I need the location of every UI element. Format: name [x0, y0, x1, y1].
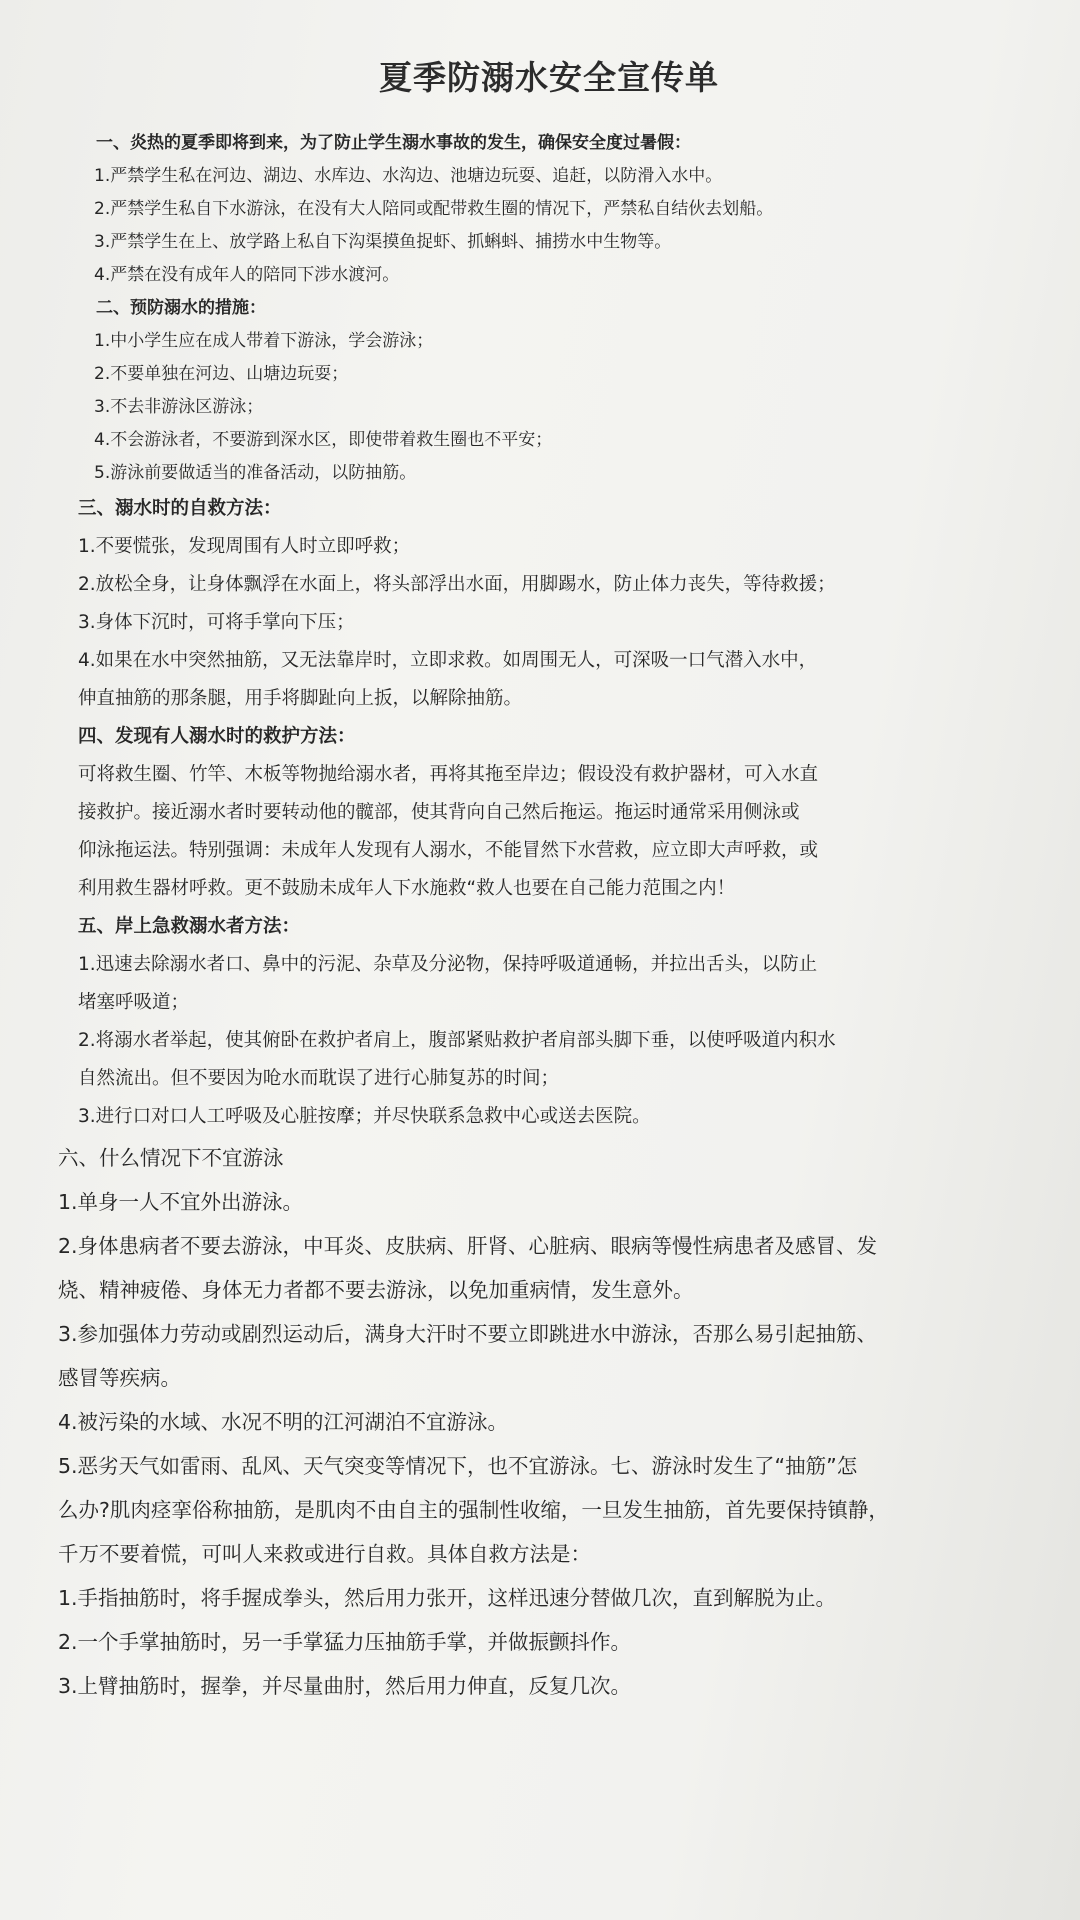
section-heading: 三、溺水时的自救方法： — [78, 498, 282, 519]
list-item: 3.严禁学生在上、放学路上私自下沟渠摸鱼捉虾、抓蝌蚪、捕捞水中生物等。 — [94, 232, 672, 252]
section-2 — [58, 292, 1040, 490]
list-item: 2.身体患病者不要去游泳，中耳炎、皮肤病、肝肾、心脏病、眼病等慢性病患者及感冒、发 — [58, 1234, 878, 1258]
list-item: 3.不去非游泳区游泳； — [94, 397, 264, 417]
list-item: 1.严禁学生私在河边、湖边、水库边、水沟边、池塘边玩耍、追赶，以防滑入水中。 — [94, 166, 723, 186]
list-item: 1.迅速去除溺水者口、鼻中的污泥、杂草及分泌物，保持呼吸道通畅，并拉出舌头，以防止 — [78, 954, 818, 975]
list-item: 么办?肌肉痉挛俗称抽筋，是肌肉不由自主的强制性收缩，一旦发生抽筋，首先要保持镇静， — [58, 1498, 889, 1522]
section-heading: 四、发现有人溺水时的救护方法： — [78, 726, 356, 747]
section-5 — [58, 908, 1040, 1136]
list-item: 4.严禁在没有成年人的陪同下涉水渡河。 — [94, 265, 400, 285]
section-3 — [58, 490, 1040, 718]
list-item: 千万不要着慌，可叫人来救或进行自救。具体自救方法是： — [58, 1542, 591, 1566]
list-item: 感冒等疾病。 — [58, 1366, 181, 1390]
section-1 — [58, 127, 1040, 292]
list-item: 3.上臂抽筋时，握拳，并尽量曲肘，然后用力伸直，反复几次。 — [58, 1674, 632, 1698]
paragraph-line: 接救护。接近溺水者时要转动他的髋部，使其背向自己然后拖运。拖运时通常采用侧泳或 — [78, 802, 800, 823]
list-item: 4.不会游泳者，不要游到深水区，即使带着救生圈也不平安； — [94, 430, 553, 450]
section-heading: 一、炎热的夏季即将到来，为了防止学生溺水事故的发生，确保安全度过暑假： — [96, 133, 691, 153]
section-heading: 二、预防溺水的措施： — [96, 298, 266, 318]
list-item: 4.如果在水中突然抽筋，又无法靠岸时，立即求救。如周围无人，可深吸一口气潜入水中， — [78, 650, 818, 671]
list-item: 3.参加强体力劳动或剧烈运动后，满身大汗时不要立即跳进水中游泳，否那么易引起抽筋、 — [58, 1322, 878, 1346]
paragraph-line: 利用救生器材呼救。更不鼓励未成年人下水施救“救人也要在自己能力范围之内！ — [78, 878, 736, 899]
list-item: 1.中小学生应在成人带着下游泳，学会游泳； — [94, 331, 434, 351]
list-item: 1.手指抽筋时，将手握成拳头，然后用力张开，这样迅速分替做几次，直到解脱为止。 — [58, 1586, 837, 1610]
page-title: 夏季防溺水安全宣传单 — [379, 58, 719, 97]
list-item: 2.严禁学生私自下水游泳，在没有大人陪同或配带救生圈的情况下，严禁私自结伙去划船。 — [94, 199, 774, 219]
list-item: 2.放松全身，让身体飘浮在水面上，将头部浮出水面，用脚踢水，防止体力丧失，等待救援； — [78, 574, 836, 595]
list-item: 1.不要慌张，发现周围有人时立即呼救； — [78, 536, 411, 557]
list-item: 4.被污染的水域、水况不明的江河湖泊不宜游泳。 — [58, 1410, 509, 1434]
list-item: 烧、精神疲倦、身体无力者都不要去游泳，以免加重病情，发生意外。 — [58, 1278, 694, 1302]
paragraph-line: 可将救生圈、竹竿、木板等物抛给溺水者，再将其拖至岸边；假设没有救护器材，可入水直 — [78, 764, 819, 785]
list-item: 3.身体下沉时，可将手掌向下压； — [78, 612, 355, 633]
section-4 — [58, 718, 1040, 908]
section-heading: 五、岸上急救溺水者方法： — [78, 916, 301, 937]
list-item: 5.恶劣天气如雷雨、乱风、天气突变等情况下，也不宜游泳。七、游泳时发生了“抽筋”怎 — [58, 1454, 858, 1478]
list-item: 自然流出。但不要因为呛水而耽误了进行心肺复苏的时间； — [78, 1068, 560, 1089]
list-item: 2.一个手掌抽筋时，另一手掌猛力压抽筋手掌，并做振颤抖作。 — [58, 1630, 632, 1654]
section-heading: 六、什么情况下不宜游泳 — [58, 1146, 284, 1170]
list-item: 堵塞呼吸道； — [78, 992, 190, 1013]
list-item: 2.不要单独在河边、山塘边玩耍； — [94, 364, 349, 384]
list-item: 1.单身一人不宜外出游泳。 — [58, 1190, 304, 1214]
list-item: 3.进行口对口人工呼吸及心脏按摩；并尽快联系急救中心或送去医院。 — [78, 1106, 651, 1127]
list-item: 2.将溺水者举起，使其俯卧在救护者肩上，腹部紧贴救护者肩部头脚下垂，以使呼吸道内积水 — [78, 1030, 836, 1051]
list-item: 伸直抽筋的那条腿，用手将脚趾向上扳，以解除抽筋。 — [78, 688, 523, 709]
list-item: 5.游泳前要做适当的准备活动，以防抽筋。 — [94, 463, 417, 483]
section-6 — [58, 1136, 1040, 1708]
paragraph-line: 仰泳拖运法。特别强调：未成年人发现有人溺水，不能冒然下水营救，应立即大声呼救，或 — [78, 840, 819, 861]
